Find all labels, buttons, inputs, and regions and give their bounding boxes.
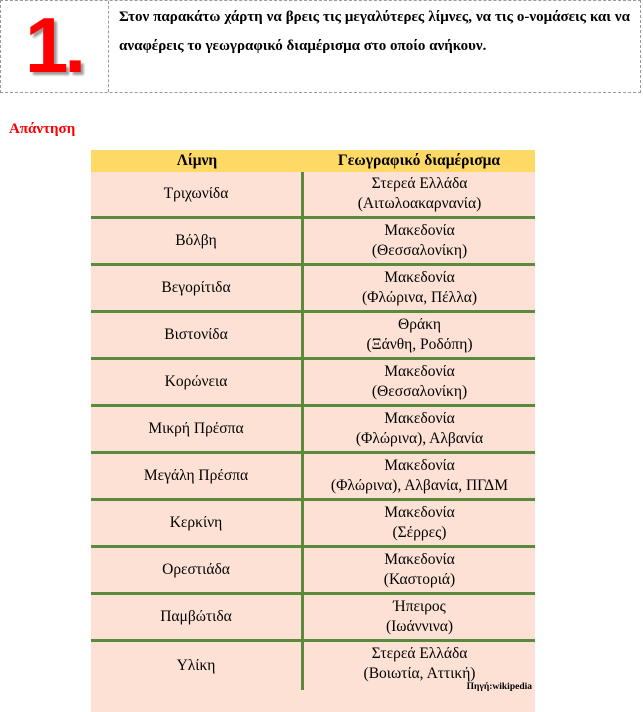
- table-header: [91, 150, 535, 172]
- table-row: [91, 219, 535, 266]
- region-name: Μακεδονία: [384, 551, 455, 568]
- lake-name: Υλίκη: [91, 642, 304, 690]
- lake-name: Παμβώτιδα: [91, 595, 304, 639]
- region-name: Μακεδονία: [384, 504, 455, 521]
- region-name: Μακεδονία: [384, 457, 455, 474]
- region-name: Μακεδονία: [384, 410, 455, 427]
- region-detail: (Βοιωτία, Αττική): [363, 665, 476, 682]
- region-cell: [304, 407, 535, 451]
- lake-name: Κορώνεια: [91, 360, 304, 404]
- region-name: Στερεά Ελλάδα: [371, 175, 468, 192]
- region-cell: [304, 360, 535, 404]
- task-number: 1.: [25, 1, 83, 89]
- table-row: [91, 360, 535, 407]
- region-detail: (Αιτωλοακαρνανία): [357, 195, 482, 212]
- region-detail: (Καστοριά): [383, 571, 456, 588]
- lake-name: Ορεστιάδα: [91, 548, 304, 592]
- table-row: [91, 407, 535, 454]
- answer-heading: Απάντηση: [9, 121, 76, 137]
- lake-name: Βιστονίδα: [91, 313, 304, 357]
- region-name: Στερεά Ελλάδα: [371, 645, 468, 662]
- region-name: Θράκη: [398, 316, 441, 333]
- region-detail: (Σέρρες): [392, 524, 447, 541]
- table-row: [91, 501, 535, 548]
- region-cell: [304, 266, 535, 310]
- region-name: Μακεδονία: [384, 363, 455, 380]
- region-name: Ήπειρος: [393, 598, 446, 615]
- header-region: Γεωγραφικό διαμέρισμα: [337, 152, 501, 169]
- region-detail: (Φλώρινα, Πέλλα): [361, 289, 477, 306]
- region-cell: [304, 595, 535, 639]
- table-row: [91, 313, 535, 360]
- table-row: [91, 266, 535, 313]
- region-detail: (Φλώρινα), Αλβανία, ΠΓΔΜ: [330, 477, 509, 494]
- region-cell: [304, 219, 535, 263]
- table-footer: [91, 682, 535, 712]
- task-instruction: Στον παρακάτω χάρτη να βρεις τις μεγαλύτερες λίμνες, να τις ο-νομάσεις και να αναφέρεις το γεωγραφικό διαμέρισμα στο οποίο ανήκουν.: [119, 9, 630, 54]
- region-detail: (Φλώρινα), Αλβανία: [355, 430, 484, 447]
- lake-name: Τριχωνίδα: [91, 172, 304, 216]
- region-cell: [304, 501, 535, 545]
- region-name: Μακεδονία: [384, 269, 455, 286]
- table-row: [91, 548, 535, 595]
- source-note: Πηγή:wikipedia: [466, 682, 532, 692]
- region-cell: [304, 172, 535, 216]
- lake-name: Βεγορίτιδα: [91, 266, 304, 310]
- task-box: [0, 0, 641, 93]
- region-detail: (Ξάνθη, Ροδόπη): [366, 336, 473, 353]
- lake-name: Κερκίνη: [91, 501, 304, 545]
- region-detail: (Ιωάννινα): [385, 618, 454, 635]
- table-row: [91, 172, 535, 219]
- table-row: [91, 454, 535, 501]
- region-detail: (Θεσσαλονίκη): [371, 242, 468, 259]
- region-cell: [304, 454, 535, 498]
- lake-name: Μεγάλη Πρέσπα: [91, 454, 304, 498]
- task-number-cell: [1, 1, 109, 92]
- table-row: [91, 595, 535, 642]
- region-cell: [304, 548, 535, 592]
- lake-name: Μικρή Πρέσπα: [91, 407, 304, 451]
- lake-name: Βόλβη: [91, 219, 304, 263]
- region-detail: (Θεσσαλονίκη): [371, 383, 468, 400]
- region-name: Μακεδονία: [384, 222, 455, 239]
- lakes-table: [91, 150, 535, 712]
- region-cell: [304, 313, 535, 357]
- header-lake: Λίμνη: [176, 152, 218, 169]
